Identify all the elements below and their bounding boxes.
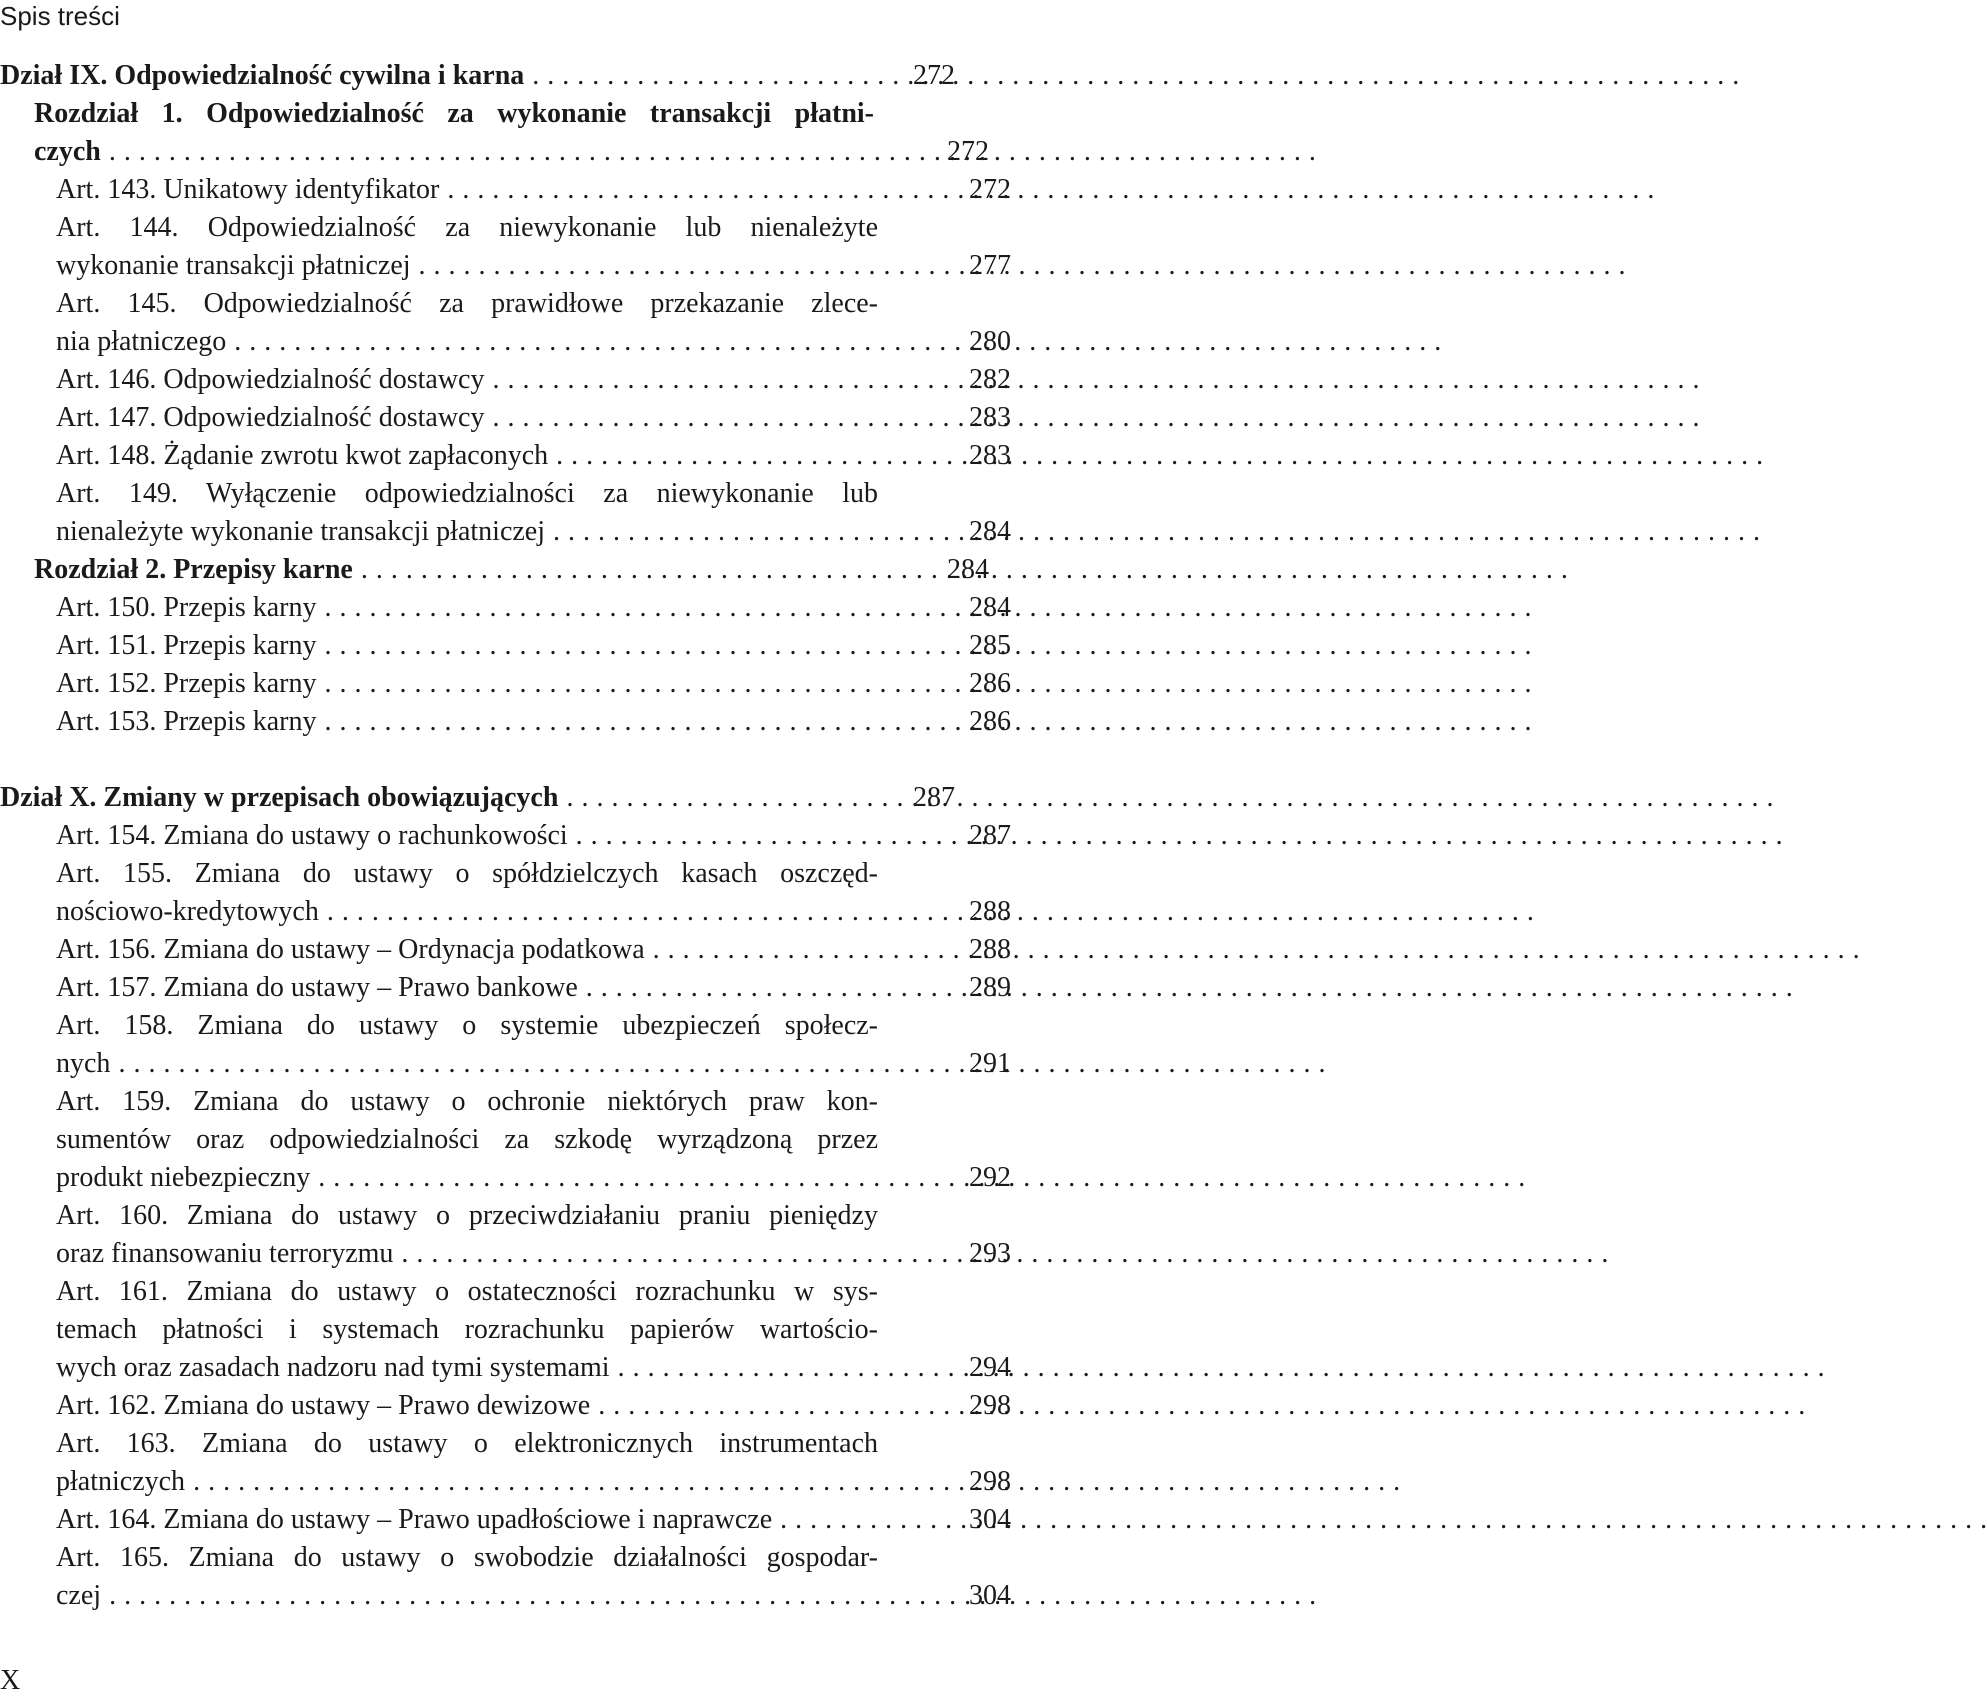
dot-leader <box>532 57 1739 95</box>
toc-page-number: 285 <box>969 630 1011 661</box>
toc-entry-text-line: Art. 148. Żądanie zwrotu kwot zapłaconych <box>56 440 549 471</box>
toc-page-number: 282 <box>969 364 1011 395</box>
toc-article-entry[interactable] <box>0 589 1011 627</box>
toc-chapter-entry[interactable] <box>0 551 989 589</box>
toc-page-number: 284 <box>969 592 1011 623</box>
toc-article-entry[interactable] <box>0 931 1011 969</box>
toc-page-number: 272 <box>969 174 1011 205</box>
toc-chapter-entry[interactable] <box>0 95 989 171</box>
toc-article-entry[interactable] <box>0 437 1011 475</box>
toc-article-entry[interactable] <box>0 1425 1011 1501</box>
toc-page-number: 292 <box>969 1162 1011 1193</box>
dot-leader <box>118 1045 1325 1083</box>
toc-entry-text-line: Art. 159. Zmiana do ustawy o ochronie niektórych praw kon- <box>56 1086 878 1117</box>
toc-entry-text-line: Art. 162. Zmiana do ustawy – Prawo dewizowe <box>56 1390 591 1421</box>
toc-page-number: 304 <box>969 1504 1011 1535</box>
toc-entry-text-line: Art. 150. Przepis karny <box>56 592 317 623</box>
dot-leader <box>419 247 1626 285</box>
dot-leader <box>193 1463 1400 1501</box>
toc-entry-text-line: Art. 163. Zmiana do ustawy o elektronicznych instrumentach <box>56 1428 878 1459</box>
dot-leader <box>556 437 1763 475</box>
dot-leader <box>318 1159 1525 1197</box>
toc-page-number: 284 <box>969 516 1011 547</box>
toc-article-entry[interactable] <box>0 627 1011 665</box>
toc-entry-text-line: oraz finansowaniu terroryzmu <box>56 1238 394 1269</box>
toc-page-number: 287 <box>969 820 1011 851</box>
toc-page-number: 272 <box>947 136 989 167</box>
dot-leader <box>325 627 1532 665</box>
toc-entry-text-line: Art. 160. Zmiana do ustawy o przeciwdziałaniu praniu pieniędzy <box>56 1200 878 1231</box>
toc-article-entry[interactable] <box>0 1539 1011 1615</box>
toc-article-entry[interactable] <box>0 855 1011 931</box>
toc-page-number: 291 <box>969 1048 1011 1079</box>
dot-leader <box>566 779 1773 817</box>
toc-entry-text-line: Art. 161. Zmiana do ustawy o ostateczności rozrachunku w sys- <box>56 1276 878 1307</box>
dot-leader <box>492 361 1699 399</box>
toc-page-number: 287 <box>913 782 955 813</box>
toc-article-entry[interactable] <box>0 1273 1011 1387</box>
toc-entry-text-line: wych oraz zasadach nadzoru nad tymi systemami <box>56 1352 610 1383</box>
toc-article-entry[interactable] <box>0 1007 1011 1083</box>
toc-page-number: 298 <box>969 1466 1011 1497</box>
toc-page-number: 298 <box>969 1390 1011 1421</box>
dot-leader <box>234 323 1441 361</box>
dot-leader <box>653 931 1860 969</box>
toc-entry-text-line: Art. 144. Odpowiedzialność za niewykonanie lub nienależyte <box>56 212 878 243</box>
toc-entry-text-line: Rozdział 1. Odpowiedzialność za wykonanie transakcji płatni- <box>34 98 874 129</box>
toc-entry-text-line: produkt niebezpieczny <box>56 1162 311 1193</box>
toc-article-entry[interactable] <box>0 1083 1011 1197</box>
toc-page-number: 283 <box>969 440 1011 471</box>
dot-leader <box>325 589 1532 627</box>
toc-article-entry[interactable] <box>0 1387 1011 1425</box>
toc-entry-text-line: Dział X. Zmiany w przepisach obowiązujących <box>0 782 559 813</box>
toc-article-entry[interactable] <box>0 817 1011 855</box>
toc-entry-text-line: nia płatniczego <box>56 326 227 357</box>
toc-division-entry[interactable] <box>0 57 955 95</box>
toc-entry-text-line: Art. 143. Unikatowy identyfikator <box>56 174 440 205</box>
toc-page-number: 286 <box>969 668 1011 699</box>
toc-page-number: 283 <box>969 402 1011 433</box>
toc-page-number: 289 <box>969 972 1011 1003</box>
toc-page-number: 293 <box>969 1238 1011 1269</box>
dot-leader <box>553 513 1760 551</box>
toc-page-number: 288 <box>969 896 1011 927</box>
toc-page-number: 284 <box>947 554 989 585</box>
dot-leader <box>598 1387 1805 1425</box>
toc-entry-text-line: czych <box>34 136 101 167</box>
toc-entry-text-line: Art. 152. Przepis karny <box>56 668 317 699</box>
dot-leader <box>618 1349 1825 1387</box>
dot-leader <box>586 969 1793 1007</box>
toc-page-number: 272 <box>913 60 955 91</box>
dot-leader <box>492 399 1699 437</box>
toc-entry-text-line: Art. 146. Odpowiedzialność dostawcy <box>56 364 485 395</box>
toc-article-entry[interactable] <box>0 969 1011 1007</box>
toc-article-entry[interactable] <box>0 703 1011 741</box>
toc-entry-text-line: Art. 149. Wyłączenie odpowiedzialności za niewykonanie lub <box>56 478 878 509</box>
toc-entry-text-line: Art. 154. Zmiana do ustawy o rachunkowości <box>56 820 568 851</box>
table-of-contents <box>0 57 1011 1615</box>
dot-leader <box>109 133 1316 171</box>
toc-entry-text-line: Dział IX. Odpowiedzialność cywilna i karna <box>0 60 525 91</box>
toc-division-entry[interactable] <box>0 779 955 817</box>
toc-article-entry[interactable] <box>0 171 1011 209</box>
page-folio: X <box>0 1665 21 1696</box>
toc-entry-text-line: Art. 165. Zmiana do ustawy o swobodzie działalności gospodar- <box>56 1542 878 1573</box>
toc-entry-text-line: Art. 153. Przepis karny <box>56 706 317 737</box>
running-head: Spis treści <box>0 1 120 31</box>
dot-leader <box>325 703 1532 741</box>
toc-entry-text-line: Rozdział 2. Przepisy karne <box>34 554 353 585</box>
toc-page-number: 304 <box>969 1580 1011 1611</box>
toc-article-entry[interactable] <box>0 1197 1011 1273</box>
toc-entry-text-line: nościowo-kredytowych <box>56 896 319 927</box>
toc-page-number: 280 <box>969 326 1011 357</box>
toc-entry-text-line: Art. 155. Zmiana do ustawy o spółdzielczych kasach oszczęd- <box>56 858 878 889</box>
toc-article-entry[interactable] <box>0 361 1011 399</box>
toc-entry-text-line: wykonanie transakcji płatniczej <box>56 250 411 281</box>
toc-article-entry[interactable] <box>0 475 1011 551</box>
toc-page-number: 277 <box>969 250 1011 281</box>
toc-entry-text-line: Art. 147. Odpowiedzialność dostawcy <box>56 402 485 433</box>
toc-page-number: 294 <box>969 1352 1011 1383</box>
toc-entry-text-line: sumentów oraz odpowiedzialności za szkodę wyrządzoną przez <box>56 1124 878 1155</box>
toc-entry-text-line: Art. 151. Przepis karny <box>56 630 317 661</box>
toc-page-number: 286 <box>969 706 1011 737</box>
toc-entry-text-line: temach płatności i systemach rozrachunku papierów wartościo- <box>56 1314 878 1345</box>
dot-leader <box>325 665 1532 703</box>
toc-entry-text-line: Art. 158. Zmiana do ustawy o systemie ubezpieczeń społecz- <box>56 1010 878 1041</box>
toc-page-number: 288 <box>969 934 1011 965</box>
dot-leader <box>109 1577 1316 1615</box>
dot-leader <box>327 893 1534 931</box>
dot-leader <box>576 817 1783 855</box>
toc-entry-text-line: Art. 145. Odpowiedzialność za prawidłowe przekazanie zlece- <box>56 288 878 319</box>
toc-article-entry[interactable] <box>0 285 1011 361</box>
toc-entry-text-line: Art. 156. Zmiana do ustawy – Ordynacja podatkowa <box>56 934 645 965</box>
toc-article-entry[interactable] <box>0 209 1011 285</box>
toc-entry-text-line: Art. 164. Zmiana do ustawy – Prawo upadłościowe i naprawcze <box>56 1504 773 1535</box>
toc-entry-text-line: płatniczych <box>56 1466 186 1497</box>
dot-leader <box>447 171 1654 209</box>
toc-article-entry[interactable] <box>0 1501 1011 1539</box>
toc-entry-text-line: czej <box>56 1580 102 1611</box>
toc-article-entry[interactable] <box>0 399 1011 437</box>
toc-entry-text-line: nych <box>56 1048 111 1079</box>
toc-entry-text-line: Art. 157. Zmiana do ustawy – Prawo bankowe <box>56 972 578 1003</box>
toc-article-entry[interactable] <box>0 665 1011 703</box>
toc-entry-text-line: nienależyte wykonanie transakcji płatniczej <box>56 516 546 547</box>
